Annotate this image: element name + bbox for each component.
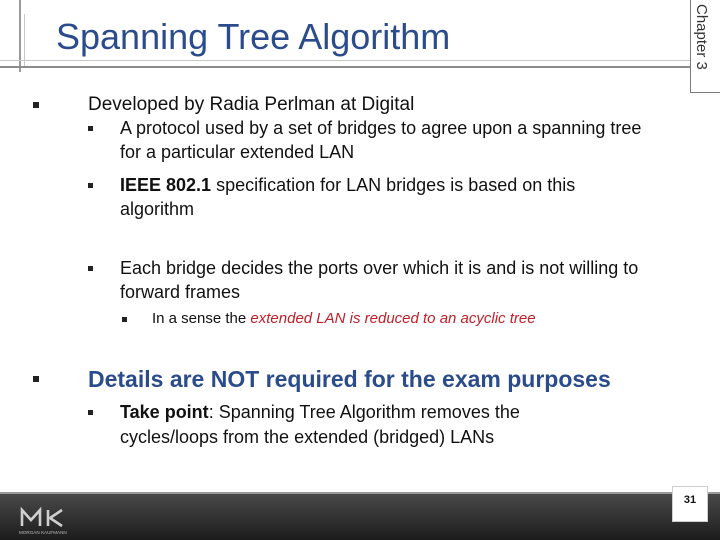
footer-bar [0,494,720,540]
bullet-square-icon [122,317,127,322]
logo-text: MORGAN KAUFMANN [19,530,67,535]
bullet-heading: Details are NOT required for the exam purposes [88,366,611,392]
mk-logo-icon [18,502,78,536]
bullet-text: Each bridge decides the ports over which it is and is not willing to [120,258,639,278]
bullet-text: for a particular extended LAN [120,142,355,162]
bullet-square-icon [88,266,93,271]
bullet-square-icon [33,376,39,382]
bullet-text: algorithm [120,199,195,219]
bullet-square-icon [33,102,39,108]
page-number: 31 [683,494,697,506]
bullet-rest: specification for LAN bridges is based on this [211,175,576,195]
bullet-strong: IEEE 802.1 [120,175,212,195]
bullet-text: forward frames [120,282,241,302]
decorative-line [24,14,25,66]
bullet-text: A protocol used by a set of bridges to agree upon a spanning tree [120,118,642,138]
bullet-text [120,175,575,196]
bullet-text [120,402,520,423]
bullet-emphasis: extended LAN is reduced to an acyclic tree [250,310,536,327]
bullet-strong: Take point [120,402,209,422]
chapter-label: Chapter 3 [693,4,710,70]
bullet-plain: In a sense the [152,310,251,327]
bullet-text [152,310,536,327]
bullet-rest: : Spanning Tree Algorithm removes the [208,402,520,422]
bullet-square-icon [88,410,93,415]
bullet-square-icon [88,183,93,188]
slide-title: Spanning Tree Algorithm [56,16,451,57]
bullet-text: Developed by Radia Perlman at Digital [88,94,415,115]
decorative-line [19,0,21,72]
bullet-text: cycles/loops from the extended (bridged) LANs [120,427,495,447]
decorative-line [0,66,720,68]
decorative-line [0,60,690,61]
bullet-square-icon [88,126,93,131]
